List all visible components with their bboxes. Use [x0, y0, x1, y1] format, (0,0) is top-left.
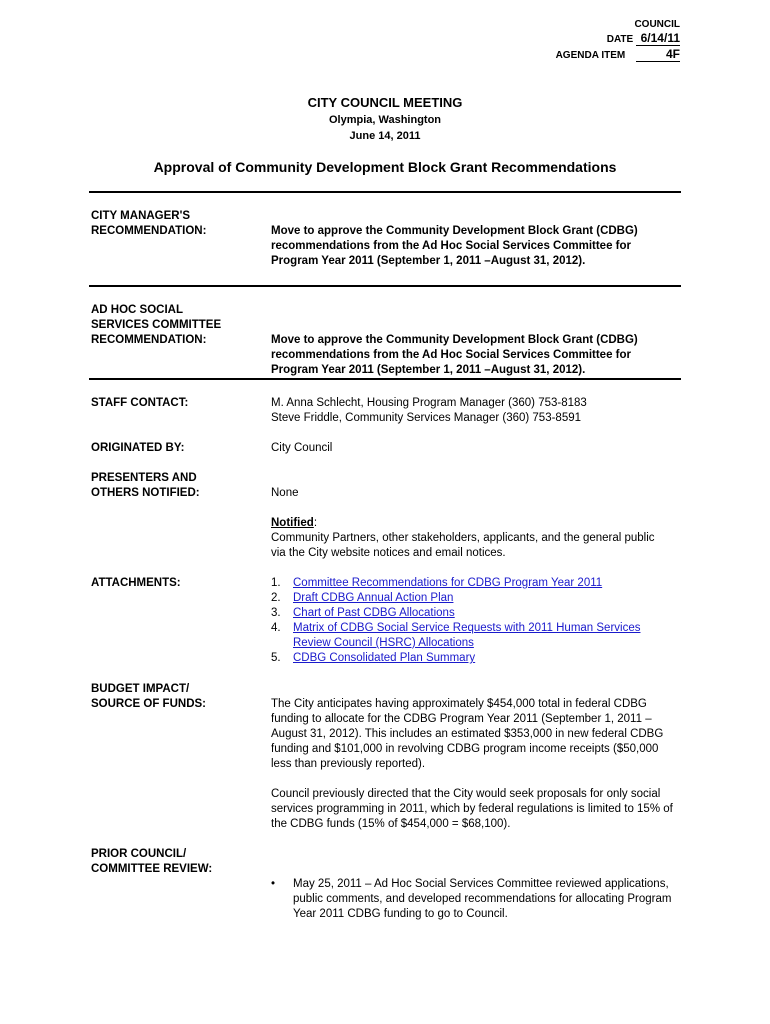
attachments-list: [271, 576, 676, 666]
attachment-item: [271, 621, 676, 651]
notified-colon: :: [313, 517, 318, 529]
divider-mid: [89, 285, 681, 287]
attachment-link-committee-recommendations[interactable]: Committee Recommendations for CDBG Program Year 2011: [293, 577, 603, 589]
attachment-number: 3.: [271, 607, 281, 619]
bullet-icon: •: [271, 878, 276, 890]
attachment-number: 4.: [271, 622, 281, 634]
divider-top: [89, 191, 681, 193]
budget-label-line2: SOURCE OF FUNDS:: [91, 698, 206, 710]
staff-contact-line2: Steve Friddle, Community Services Manager (360) 753-8591: [271, 412, 582, 424]
originated-by-label: ORIGINATED BY:: [91, 442, 185, 454]
budget-label: [91, 682, 261, 712]
meeting-date: June 14, 2011: [349, 130, 421, 142]
city-manager-label: [91, 209, 261, 239]
prior-review-text: May 25, 2011 – Ad Hoc Social Services Committee reviewed applications, public comments, and developed recommendations for allocating Program Year 2011 CDBG funding to go to Council.: [293, 878, 672, 920]
budget-paragraph-1: The City anticipates having approximately $454,000 total in federal CDBG funding to allocate for the CDBG Program Year 2011 (September 1, 2011 – August 31, 2012). This includes an estimated $353,000 in new federal CDBG funding and $101,000 in revolving CDBG program income receipts ($50,000 less than previously reported).: [271, 698, 664, 770]
agenda-line: [520, 47, 680, 63]
ad-hoc-label-line1: AD HOC SOCIAL: [91, 304, 183, 316]
date-line: [520, 31, 680, 47]
date-label: DATE: [606, 34, 634, 45]
attachment-link-consolidated-plan[interactable]: CDBG Consolidated Plan Summary: [293, 652, 476, 664]
prior-review-item: [271, 877, 676, 922]
attachment-item: [271, 606, 676, 621]
notified-text: Community Partners, other stakeholders, applicants, and the general public via the City website notices and email notices.: [271, 532, 655, 559]
originated-by-value: City Council: [271, 442, 333, 454]
subject-title: Approval of Community Development Block Grant Recommendations: [153, 159, 617, 175]
meeting-title: CITY COUNCIL MEETING: [307, 95, 463, 110]
presenters-label: [91, 471, 261, 501]
attachment-link-past-allocations[interactable]: Chart of Past CDBG Allocations: [293, 607, 455, 619]
budget-paragraph-2: Council previously directed that the City would seek proposals for only social services programming in 2011, which by federal regulations is limited to 15% of the CDBG funds (15% of $454,000 = $68,100).: [271, 788, 673, 830]
meeting-location: Olympia, Washington: [328, 114, 442, 126]
attachment-item: [271, 576, 676, 591]
divider-bottom: [89, 378, 681, 380]
city-manager-label-line1: CITY MANAGER'S: [91, 210, 191, 222]
attachment-link-draft-action-plan[interactable]: Draft CDBG Annual Action Plan: [293, 592, 454, 604]
attachment-number: 2.: [271, 592, 281, 604]
ad-hoc-label: [91, 303, 261, 348]
prior-review-label-line1: PRIOR COUNCIL/: [91, 848, 187, 860]
presenters-label-line2: OTHERS NOTIFIED:: [91, 487, 200, 499]
attachment-number: 1.: [271, 577, 281, 589]
attachment-item: [271, 591, 676, 606]
staff-contact-value: [271, 396, 691, 426]
city-manager-recommendation: Move to approve the Community Development Block Grant (CDBG) recommendations from the Ad Hoc Social Services Committee for Program Year 2011 (September 1, 2011 –August 31, 2012).: [271, 225, 638, 267]
attachment-item: [271, 651, 676, 666]
ad-hoc-label-line3: RECOMMENDATION:: [91, 334, 207, 346]
attachments-label: ATTACHMENTS:: [91, 577, 181, 589]
presenters-label-line1: PRESENTERS AND: [91, 472, 197, 484]
meeting-title-block: [0, 94, 770, 144]
header-block: [520, 18, 680, 63]
ad-hoc-recommendation: Move to approve the Community Development Block Grant (CDBG) recommendations from the Ad Hoc Social Services Committee for Program Year 2011 (September 1, 2011 –August 31, 2012).: [271, 334, 638, 376]
prior-review-label-line2: COMMITTEE REVIEW:: [91, 863, 213, 875]
prior-review-label: [91, 847, 261, 877]
notified-heading-line: [271, 516, 671, 531]
attachment-link-social-service-matrix[interactable]: Matrix of CDBG Social Service Requests with 2011 Human Services Review Council (HSRC) Allocations: [293, 622, 641, 649]
city-manager-label-line2: RECOMMENDATION:: [91, 225, 207, 237]
staff-contact-line1: M. Anna Schlecht, Housing Program Manager (360) 753-8183: [271, 397, 587, 409]
staff-contact-label: STAFF CONTACT:: [91, 397, 189, 409]
council-label: COUNCIL: [634, 19, 680, 30]
ad-hoc-label-line2: SERVICES COMMITTEE: [91, 319, 222, 331]
notified-heading: Notified: [271, 517, 314, 529]
notified-block: [271, 516, 671, 561]
presenters-value: None: [271, 487, 299, 499]
agenda-label: AGENDA ITEM: [555, 50, 626, 61]
agenda-value: 4F: [636, 47, 680, 62]
attachment-number: 5.: [271, 652, 281, 664]
date-value: 6/14/11: [636, 31, 680, 46]
budget-label-line1: BUDGET IMPACT/: [91, 683, 190, 695]
